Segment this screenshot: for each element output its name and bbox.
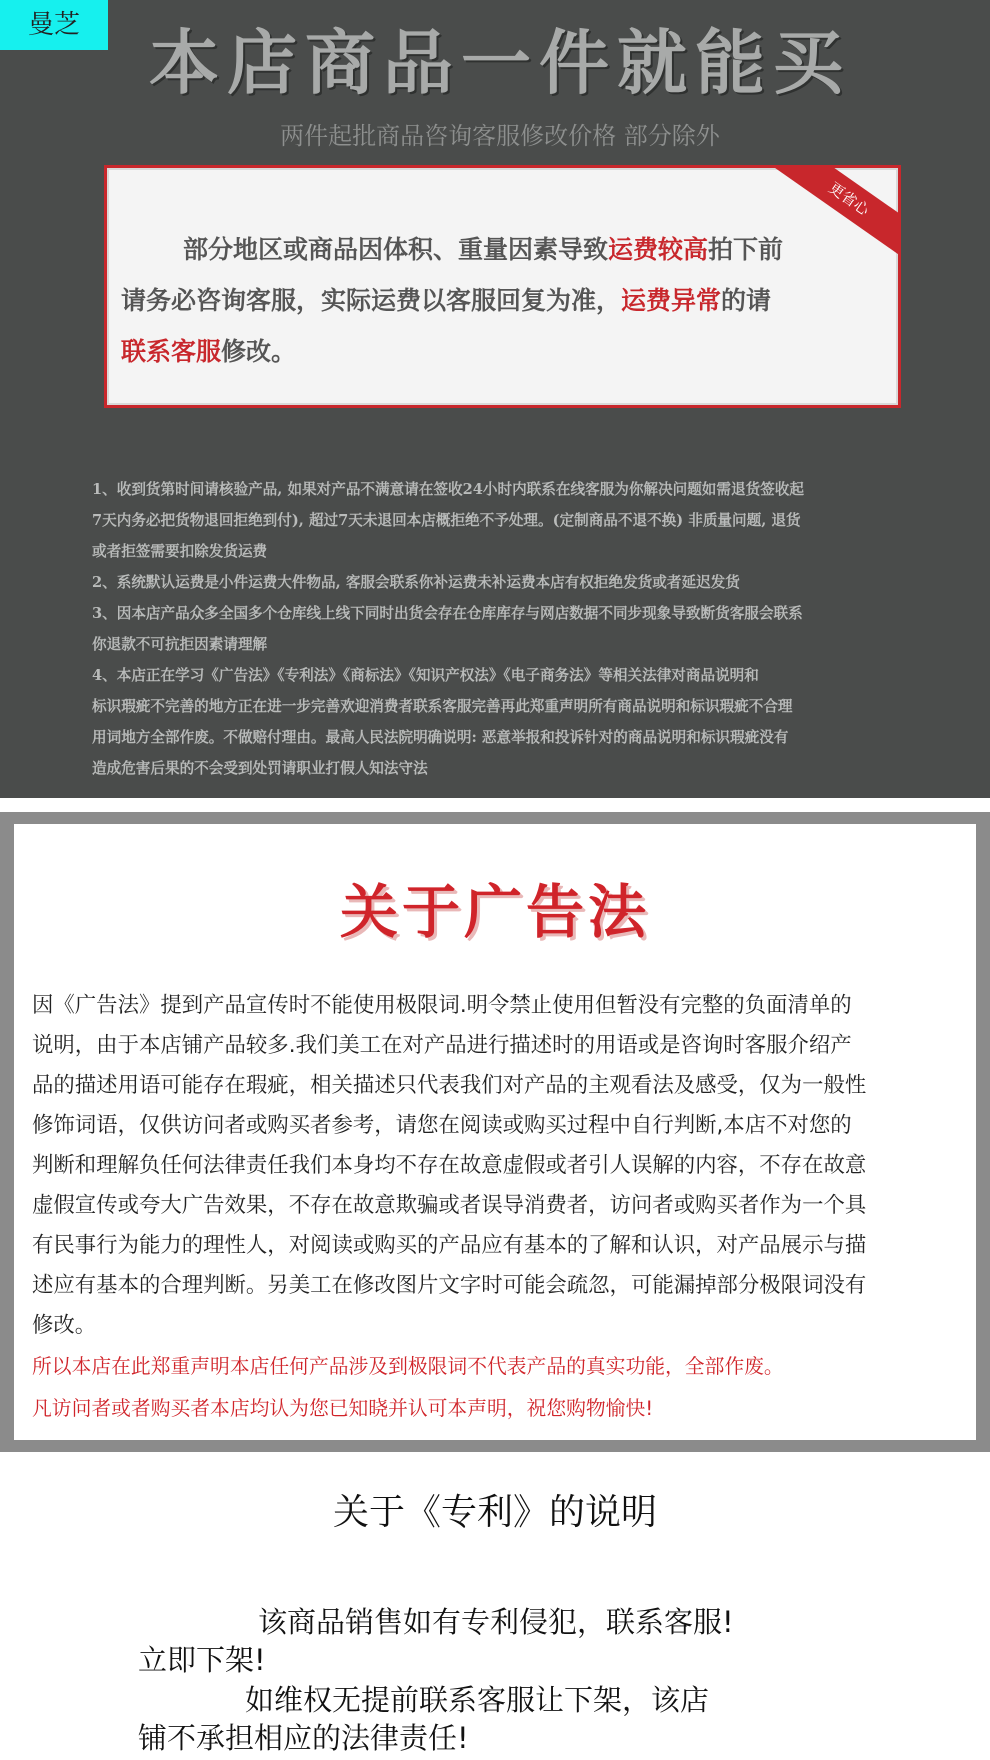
freight-notice-text [121,224,891,377]
declaration-line: 凡访问者或者购买者本店均认为您已知晓并认可本声明，祝您购物愉快! [32,1397,654,1420]
ad-law-title: 关于广告法 [339,878,650,946]
patent-line: 该商品销售如有专利侵犯，联系客服! [258,1605,734,1639]
ad-law-line: 因《广告法》提到产品宣传时不能使用极限词.明令禁止使用但暂没有完整的负面清单的 [32,993,852,1018]
highlight-contact-service: 联系客服 [121,337,222,366]
notice-text-segment: 的请 [721,286,772,315]
notice-text-segment: 部分地区或商品因体积、重量因素导致 [183,235,609,264]
notice-text-segment: 请务必咨询客服，实际运费以客服回复为准， [121,286,622,315]
shipping-notice-banner [0,0,990,798]
watermark-badge: 曼芝 [0,0,108,50]
highlight-abnormal-freight: 运费异常 [621,286,722,315]
ad-law-line: 说明，由于本店铺产品较多.我们美工在对产品进行描述时的用语或是咨询时客服介绍产 [32,1033,852,1058]
terms-line: 用词地方全部作废。不做赔付理由。最高人民法院明确说明: 恶意举报和投诉针对的商品说明和标识瑕疵没有 [92,729,789,746]
notice-text-segment: 修改。 [221,337,297,366]
headline: 本店商品一件就能买 [149,22,851,104]
subheadline: 两件起批商品咨询客服修改价格 部分除外 [280,122,720,150]
ad-law-line: 品的描述用语可能存在瑕疵，相关描述只代表我们对产品的主观看法及感受，仅为一般性 [32,1073,867,1098]
ad-law-line: 修饰词语，仅供访问者或购买者参考，请您在阅读或购买过程中自行判断,本店不对您的 [32,1113,852,1138]
ad-law-panel [0,812,990,1452]
terms-line: 3、因本店产品众多全国多个仓库线上线下同时出货会存在仓库库存与网店数据不同步现象导致断货客服会联系 [92,605,803,622]
ad-law-body [32,986,964,1346]
ad-law-line: 修改。 [32,1313,97,1338]
terms-line: 造成危害后果的不会受到处罚请职业打假人知法守法 [92,760,428,777]
highlight-high-freight: 运费较高 [608,235,709,264]
ad-law-line: 虚假宣传或夸大广告效果，不存在故意欺骗或者误导消费者，访问者或购买者作为一个具 [32,1193,867,1218]
notice-line [121,224,891,275]
ad-law-card [14,824,976,1440]
ad-law-declaration [32,1346,964,1430]
notice-line [121,326,891,377]
terms-line: 你退款不可抗拒因素请理解 [92,636,268,653]
corner-ribbon: 更省心 [770,165,901,262]
patent-title: 关于《专利》的说明 [332,1492,657,1533]
patent-line: 铺不承担相应的法律责任! [138,1721,469,1755]
ad-law-line: 有民事行为能力的理性人，对阅读或购买的产品应有基本的了解和认识，对产品展示与描 [32,1233,867,1258]
terms-line: 标识瑕疵不完善的地方正在进一步完善欢迎消费者联系客服完善再此郑重声明所有商品说明和标识瑕疵不合理 [92,698,793,715]
patent-line: 如维权无提前联系客服让下架，该店 [245,1683,710,1717]
terms-list [92,474,922,784]
ad-law-line: 判断和理解负任何法律责任我们本身均不存在故意虚假或者引人误解的内容，不存在故意 [32,1153,867,1178]
terms-line: 1、收到货第时间请核验产品, 如果对产品不满意请在签收24小时内联系在线客服为你解决问题如需退货签收起 [92,481,804,498]
notice-line [121,275,891,326]
freight-notice-card [104,165,901,408]
terms-line: 或者拒签需要扣除发货运费 [92,543,268,560]
notice-text-segment: 拍下前 [708,235,784,264]
declaration-line: 所以本店在此郑重声明本店任何产品涉及到极限词不代表产品的真实功能，全部作废。 [32,1355,784,1378]
patent-line: 立即下架! [138,1643,266,1677]
terms-line: 4、本店正在学习《广告法》《专利法》《商标法》《知识产权法》《电子商务法》等相关法律对商品说明和 [92,667,759,684]
terms-line: 2、系统默认运费是小件运费大件物品, 客服会联系你补运费未补运费本店有权拒绝发货或者延迟发货 [92,574,740,591]
ad-law-line: 述应有基本的合理判断。另美工在修改图片文字时可能会疏忽，可能漏掉部分极限词没有 [32,1273,867,1298]
terms-line: 7天内务必把货物退回拒绝到付), 超过7天未退回本店概拒绝不予处理。(定制商品不退不换) 非质量问题, 退货 [92,512,801,529]
